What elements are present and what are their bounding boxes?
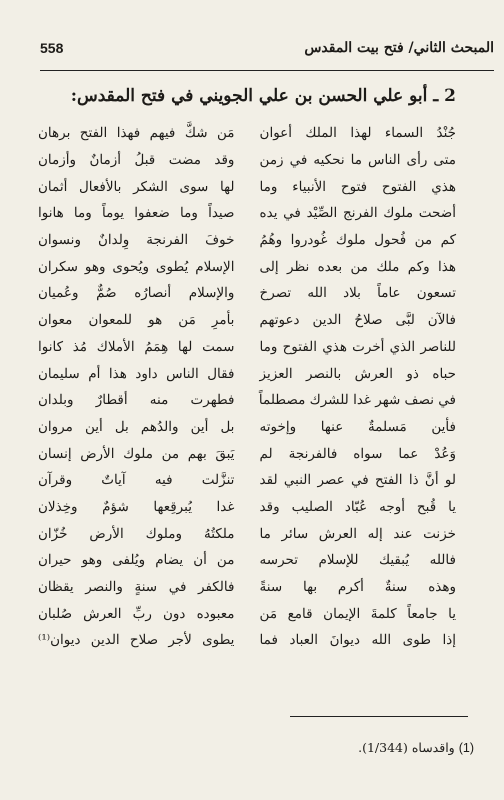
second-hemistich: معبوده دون ربِّ العرش صُلبان [38,605,235,622]
first-hemistich: لو أنَّ ذا الفتح في عصر النبي لقد [259,472,456,489]
first-hemistich: هذا وكم ملك من بعده نظر إلى [259,258,456,275]
first-hemistich: إذا طوى الله ديوانَ العباد فما [259,632,456,649]
verse-line [38,280,456,307]
second-hemistich: من أن يضام ويُلفى وهو حيران [38,552,235,569]
verse-line [38,467,456,494]
first-hemistich: فالله يُبقيك للإسلام تحرسه [259,552,456,569]
second-hemistich: فقال الناس داود هذا أم سليمان [38,365,235,382]
first-hemistich: كم من فُحول ملوك غُودروا وهُمُ [259,232,456,249]
second-hemistich: فطهرت منه أقطارٌ وبلدان [38,392,235,409]
second-hemistich: لها سوى الشكر بالأفعال أثمان [38,178,235,195]
verse-line [38,147,456,174]
verse-line [38,574,456,601]
first-hemistich: في نصف شهر غدا للشرك مصطلماً [258,392,456,409]
second-hemistich: بأمرِ مَن هو للمعوان معوان [38,312,235,329]
first-hemistich: فالآن لبَّى صلاحُ الدين دعوتهم [259,312,456,329]
poem [38,120,456,654]
second-hemistich: سمت لها هِمَمُ الأملاك مُذ كانوا [38,338,235,355]
verse-line [38,494,456,521]
first-hemistich: يا قُبح أوجه عُبّاد الصليب وقد [259,498,456,515]
footnote [150,740,474,755]
first-hemistich: حباه ذو العرش بالنصر العزيز [259,365,456,382]
verse-line [38,360,456,387]
footnote-rule [290,716,468,717]
verse-line [38,200,456,227]
first-hemistich: تسعون عاماً بلاد الله تصرخ [259,285,456,302]
verse-line [38,227,456,254]
verse-line [38,520,456,547]
verse-line [38,120,456,147]
verse-line [38,334,456,361]
second-hemistich: مَن شكَّ فيهم فهذا الفتح برهان [38,125,235,142]
first-hemistich: خزنت عند إله العرش سائر ما [259,525,456,542]
first-hemistich: يا جامعاً كلمةَ الإيمان قامع مَن [259,605,456,622]
footnote-text: واقدساه (1/344). [358,740,455,755]
second-hemistich: الإسلام يُطوى ويُحوى وهو سكران [38,258,235,275]
header-rule [40,70,494,71]
second-hemistich: يطوى لأجر صلاح الدين ديوان⁽¹⁾ [38,632,235,649]
first-hemistich: وهذه سنةٌ أكرم بها سنةً [259,579,456,596]
verse-line [38,547,456,574]
page-number: 558 [40,40,64,56]
first-hemistich: متى رأى الناس ما نحكيه في زمن [259,152,456,169]
verse-line [38,600,456,627]
second-hemistich: والإسلام أنصارُه صُمٌّ وعُميان [38,285,235,302]
second-hemistich: فالكفر في سنةٍ والنصر يقظان [38,579,235,596]
running-title: المبحث الثاني/ فتح بيت المقدس [304,40,494,56]
second-hemistich: تنزَّلت فيه آياتٌ وقرآن [38,472,235,489]
second-hemistich: خوفَ الفرنجة وِلدانٌ ونسوان [38,232,235,249]
page-header [10,34,494,64]
verse-line [38,307,456,334]
verse-line [38,440,456,467]
second-hemistich: يَبقَ بهم من ملوك الأرض إنسان [38,445,235,462]
footnote-number: (1) [458,741,474,755]
first-hemistich: وَعُدْ عما سواه فالفرنجة لم [259,445,456,462]
first-hemistich: للناصر الذي أخرت هذي الفتوح وما [259,338,456,355]
verse-line [38,414,456,441]
verse-line [38,627,456,654]
second-hemistich: صيداً وما ضعفوا يوماً وما هانوا [38,205,235,222]
second-hemistich: وقد مضت قبلُ أزمانٌ وأزمان [38,152,235,169]
verse-line [38,387,456,414]
first-hemistich: هذي الفتوح فتوح الأنبياء وما [259,178,456,195]
first-hemistich: أضحت ملوك الفرنج الصِّيْد في يده [259,205,456,222]
verse-line [38,173,456,200]
section-heading: 2 ـ أبو علي الحسن بن علي الجويني في فتح المقدس: [70,86,456,106]
second-hemistich: غدا يُبرقِعها شؤمٌ وخِذلان [38,498,235,515]
first-hemistich: جُنْدُ السماء لهذا الملك أعوان [259,125,456,142]
second-hemistich: بل أين والدُهم بل أين مروان [38,418,235,435]
second-hemistich: ملكتُهُ وملوك الأرض خُزّان [38,525,235,542]
verse-line [38,253,456,280]
first-hemistich: فأين مَسلمةٌ عنها وإخوته [259,418,456,435]
